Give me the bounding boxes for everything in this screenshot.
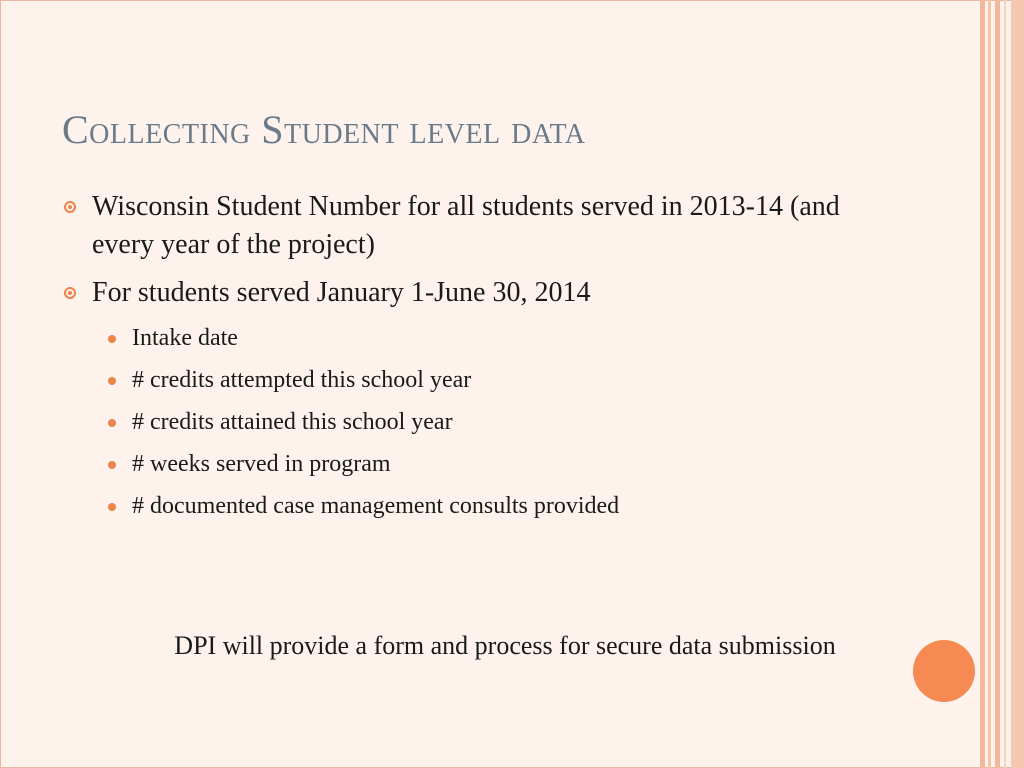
bullet-marker-icon (64, 287, 76, 299)
sub-bullet-dot-icon (108, 419, 116, 427)
footer-note: DPI will provide a form and process for secure data submission (174, 631, 836, 660)
sub-bullet-text: Intake date (132, 325, 238, 351)
sub-bullet-item (64, 322, 884, 354)
sub-bullet-item (64, 490, 884, 522)
sub-bullet-text: # credits attempted this school year (132, 367, 472, 393)
sub-bullet-dot-icon (108, 335, 116, 343)
stripe (1011, 0, 1024, 768)
sub-bullet-text: # credits attained this school year (132, 409, 453, 435)
sub-bullet-dot-icon (108, 377, 116, 385)
bullet-item (64, 274, 884, 312)
stripe (1004, 0, 1006, 768)
sub-bullet-text: # documented case management consults provided (132, 493, 620, 519)
stripe (988, 0, 991, 768)
bullet-marker-icon (64, 201, 76, 213)
sub-bullet-item (64, 406, 884, 438)
stripe (980, 0, 985, 768)
sub-bullet-dot-icon (108, 461, 116, 469)
bullet-text: Wisconsin Student Number for all students served in 2013-14 (and every year of the project) (92, 191, 840, 260)
sub-bullet-dot-icon (108, 503, 116, 511)
bullet-item (64, 188, 884, 264)
sub-bullet-text: # weeks served in program (132, 451, 391, 477)
decorative-stripes (980, 0, 1024, 768)
decorative-circle (913, 640, 975, 702)
slide-title: Collecting Student level data (62, 107, 586, 152)
sub-bullet-item (64, 364, 884, 396)
bullet-text: For students served January 1-June 30, 2014 (92, 277, 591, 308)
bullet-list (64, 188, 884, 522)
stripe (995, 0, 1000, 768)
sub-bullet-item (64, 448, 884, 480)
